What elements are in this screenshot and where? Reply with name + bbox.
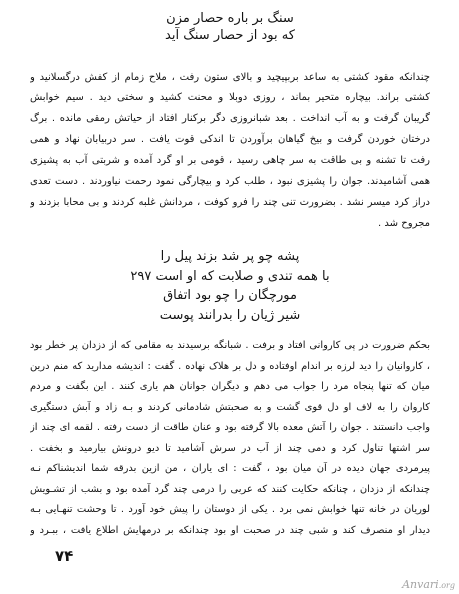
watermark-suffix: .org bbox=[438, 581, 455, 590]
opening-verse bbox=[30, 10, 430, 44]
verse-line: که بود از حصار سنگ آید bbox=[165, 28, 295, 43]
paragraph-line: کشتی براند. بیچاره متحیر بماند ، روزی دوبلا و محنت کشید و سختی دید . سیم خوابش bbox=[30, 92, 430, 104]
paragraph-line: بحکم ضرورت در پی کاروانی افتاد و برفت . شبانگه برسیدند به مقامی که از دزدان پر خطر بود bbox=[30, 340, 430, 351]
paragraph-line: گریبان گرفت و به آب انداخت . بعد شبانروزی دگر برکنار افتاد از حیاتش رمقی مانده . برگ bbox=[30, 113, 430, 125]
middle-verse bbox=[30, 247, 430, 326]
paragraph-line: چندانکه از دزدان ، چنانکه حکایت کنند که عربی را درمی چند گرد آمده بود و بشب از تشـویش bbox=[30, 483, 430, 495]
paragraph-1 bbox=[30, 68, 430, 235]
paragraph-line: پیرمردی جهان دیده در آن میان بود ، گفت : ای یاران ، من ازین بدرقه شما اندیشناکم نـه bbox=[30, 463, 430, 474]
paragraph-line: سر اشتها تناول کرد و دمی چند از آب در سرش آشامید تا دیو درونش بیارمید و بخفت . bbox=[30, 442, 430, 454]
paragraph-line: واجب دانستند . جوان را آتش معده بالا گرفته بود و عنان طاقت از دست رفته . لقمه ای چند از bbox=[30, 422, 430, 433]
paragraph-line: دراز کرد میسر نشد . بضرورت تنی چند را فرو کوفت ، مردانش غلبه کردند و بی محابا بزدند و bbox=[30, 196, 430, 208]
paragraph-line: همی آشامیدند. جوان را پشیزی نبود ، طلب کرد و بیچارگی نمود رحمت نیاوردند . دست تعدی bbox=[30, 176, 430, 188]
paragraph-line: دیدار او منصرف کند و شبی چند در صحبت او بود چندانکه بر درمهایش اطلاع یافت ، ببـرد و bbox=[30, 524, 430, 536]
paragraph-2 bbox=[30, 336, 430, 541]
paragraph-line: لوریان در خانه تنها خوابش نمی برد . یکی از دوستان را پیش خود آورد . تا وحشت تنهـایی بـه bbox=[30, 504, 430, 515]
verse-line: با همه تندی و صلابت که او است ۲۹۷ bbox=[130, 268, 330, 284]
paragraph-line: مجروح شد . bbox=[377, 217, 430, 229]
watermark bbox=[402, 578, 455, 592]
verse-line: مورچگان را چو بود اتفاق bbox=[163, 288, 297, 304]
verse-line: سنگ بر باره حصار مزن bbox=[166, 11, 294, 26]
page-number: ۷۴ bbox=[55, 547, 74, 565]
paragraph-line: میان که تنها پنجاه مرد را جواب می دهم و دیگران جوانان هم یاری کنند . این بگفت و مردم bbox=[30, 381, 430, 392]
paragraph-line: چندانکه مقود کشتی به ساعد بربپیچید و بالای ستون رفت ، ملاح زمام از کفش درگسلانید و bbox=[30, 71, 430, 83]
verse-line: پشه چو پر شد بزند پیل را bbox=[160, 249, 300, 264]
verse-line: شیر ژیان را بدرانند پوست bbox=[159, 308, 301, 324]
watermark-name: Anvari bbox=[402, 578, 439, 591]
paragraph-line: کاروان را به لاف او دل قوی گشت و به صحبتش شادمانی کردند و بـه زاد و آبش دستگیری bbox=[30, 401, 430, 413]
paragraph-line: درختان خوردن گرفت و بیخ گیاهان برآوردن تا اندکی قوت یافت . سر دربیابان نهاد و همی bbox=[30, 134, 430, 146]
paragraph-line: ، کاروانیان را دید لرزه بر اندام اوفتاده و دل بر هلاک نهاده . گفت : اندیشه مدارید که منم درین bbox=[30, 360, 430, 372]
paragraph-line: رفت تا تشنه و بی طاقت به سر چاهی رسید ، قومی بر او گرد آمده و شربتی آب به پشیزی bbox=[30, 155, 430, 167]
